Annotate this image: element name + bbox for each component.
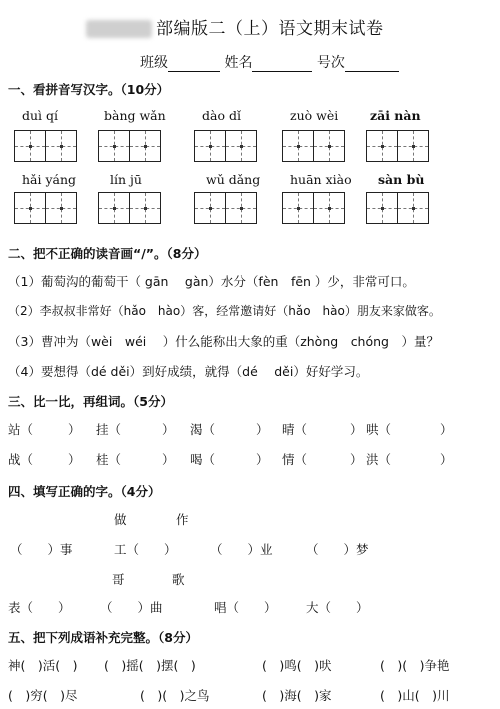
- idiom-item: ( )( )争艳: [380, 658, 450, 673]
- pinyin: sàn bù: [378, 172, 425, 187]
- pinyin: bàng wǎn: [104, 108, 166, 123]
- writing-grid[interactable]: [282, 192, 344, 224]
- pinyin: duì qí: [22, 108, 59, 123]
- option-char: 歌: [172, 572, 185, 587]
- writing-grid[interactable]: [98, 192, 160, 224]
- word-item: 洪（: [366, 452, 392, 467]
- pinyin: zuò wèi: [290, 108, 339, 123]
- pinyin: hǎi yáng: [22, 172, 77, 187]
- writing-grid[interactable]: [366, 130, 428, 162]
- word-item: 渴（: [190, 422, 216, 437]
- fill-item: （ ）梦: [306, 542, 369, 557]
- writing-grid[interactable]: [366, 192, 428, 224]
- pinyin: zāi nàn: [370, 108, 421, 123]
- word-item: 战（: [8, 452, 34, 467]
- pinyin: lín jū: [110, 172, 142, 187]
- word-item: 哄（: [366, 422, 392, 437]
- idiom-item: ( )山( )川: [380, 688, 450, 703]
- idiom-item: ( )( )之鸟: [140, 688, 210, 703]
- writing-grid[interactable]: [194, 192, 256, 224]
- word-item: 晴（: [282, 422, 308, 437]
- idiom-item: ( )穷( )尽: [8, 688, 78, 703]
- exam-title: 部编版二（上）语文期末试卷: [86, 14, 384, 39]
- class-blank[interactable]: [168, 57, 220, 72]
- blurred-region: [86, 20, 152, 38]
- question-line: （3）曹冲为（wèi wéi ）什么能称出大象的重（zhòng chóng ）量？: [8, 334, 439, 349]
- option-char: 做: [114, 512, 127, 527]
- idiom-item: ( )鸣( )吠: [262, 658, 332, 673]
- idiom-item: 神( )活( ): [8, 658, 78, 673]
- idiom-item: ( )摇( )摆( ): [104, 658, 196, 673]
- fill-item: （ ）事: [10, 542, 73, 557]
- question-line: （2）李叔叔非常好（hǎo hào）客，经常邀请好（hǎo hào）朋友来家做客。: [8, 304, 441, 318]
- pinyin: wǔ dǎng: [206, 172, 261, 187]
- fill-item: （ ）曲: [100, 600, 163, 615]
- pinyin: huān xiào: [290, 172, 352, 187]
- writing-grid[interactable]: [98, 130, 160, 162]
- section-3-heading: 三、比一比，再组词。（5分）: [8, 394, 173, 409]
- pinyin: dào dǐ: [202, 108, 241, 123]
- word-item: 喝（: [190, 452, 216, 467]
- fill-item: 大（ ）: [306, 600, 369, 615]
- word-item: 挂（: [96, 422, 122, 437]
- writing-grid[interactable]: [14, 130, 76, 162]
- section-2-heading: 二、把不正确的读音画“/”。（8分）: [8, 246, 207, 261]
- word-item: 站（: [8, 422, 34, 437]
- option-char: 哥: [112, 572, 125, 587]
- word-item: 桂（: [96, 452, 122, 467]
- fill-item: 唱（ ）: [214, 600, 277, 615]
- section-5-heading: 五、把下列成语补充完整。（8分）: [8, 630, 198, 645]
- question-line: （4）要想得（dé děi）到好成绩，就得（dé děi）好好学习。: [8, 364, 369, 379]
- writing-grid[interactable]: [282, 130, 344, 162]
- fill-item: 表（ ）: [8, 600, 71, 615]
- fill-item: （ ）业: [210, 542, 273, 557]
- student-info: 班级 姓名 号次: [140, 52, 399, 72]
- section-4-heading: 四、填写正确的字。（4分）: [8, 484, 161, 499]
- writing-grid[interactable]: [14, 192, 76, 224]
- option-char: 作: [176, 512, 189, 527]
- name-blank[interactable]: [252, 57, 312, 72]
- section-1-heading: 一、看拼音写汉字。（10分）: [8, 82, 170, 97]
- idiom-item: ( )海( )家: [262, 688, 332, 703]
- writing-grid[interactable]: [194, 130, 256, 162]
- question-line: （1）葡萄沟的葡萄干（ gān gàn）水分（fèn fēn ）少，非常可口。: [8, 274, 415, 289]
- number-blank[interactable]: [345, 57, 399, 72]
- word-item: 情（: [282, 452, 308, 467]
- fill-item: 工（ ）: [114, 542, 177, 557]
